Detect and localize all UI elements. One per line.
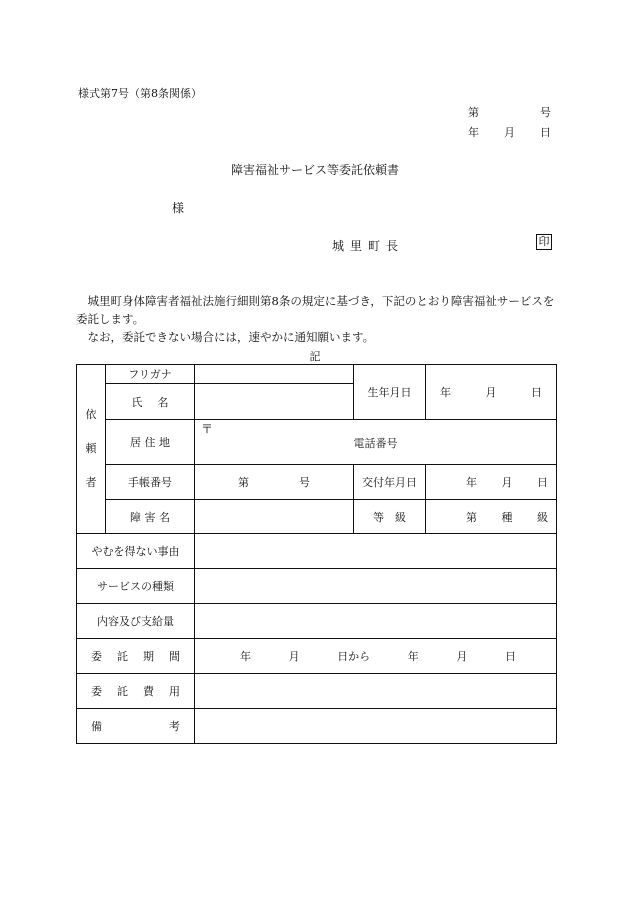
disability-field[interactable] (195, 500, 354, 534)
period-from: 日から (337, 650, 371, 663)
ymd-year: 年 (440, 386, 451, 399)
content-field[interactable] (195, 604, 557, 639)
date-day: 日 (540, 126, 551, 139)
disability-label: 障 害 名 (106, 500, 195, 534)
name-label (106, 384, 195, 420)
request-form-table (76, 364, 557, 534)
requester-char: 者 (85, 476, 97, 489)
service-table (76, 533, 557, 744)
furigana-field[interactable] (195, 365, 354, 384)
birthdate-field[interactable] (426, 365, 557, 420)
cost-field[interactable] (195, 674, 557, 709)
ymd-month: 月 (485, 386, 497, 399)
service-type-field[interactable] (195, 569, 557, 604)
addressee-suffix: 様 (172, 201, 185, 215)
remarks-label (77, 709, 195, 744)
period-char: 委 (91, 650, 102, 663)
remarks-char: 考 (169, 720, 180, 733)
issue-date-label: 交付年月日 (354, 465, 426, 500)
date-month: 月 (504, 126, 515, 139)
name-char: 氏 (131, 395, 143, 409)
period-field[interactable] (195, 639, 557, 674)
ymd-day: 日 (531, 386, 542, 399)
requester-char: 頼 (85, 442, 97, 455)
period-year: 年 (240, 650, 251, 663)
reason-label: やむを得ない事由 (77, 534, 195, 569)
ki-heading: 記 (309, 350, 321, 363)
body-paragraph-1: 城里町身体障害者福祉法施行細則第8条の規定に基づき，下記のとおり障害福祉サービスを委託します。 (76, 294, 555, 326)
service-type-label: サービスの種類 (77, 569, 195, 604)
grade-label: 等 級 (354, 500, 426, 534)
reason-field[interactable] (195, 534, 557, 569)
phone-label: 電話番号 (353, 437, 398, 450)
grade-field[interactable] (426, 500, 557, 534)
period-label (77, 639, 195, 674)
date-year: 年 (468, 126, 479, 139)
period-char: 間 (169, 650, 180, 663)
name-field[interactable] (195, 384, 354, 420)
remarks-char: 備 (91, 720, 102, 733)
cost-char: 委 (91, 685, 102, 698)
grade-kyu: 級 (537, 510, 548, 524)
requester-label (77, 365, 106, 534)
content-label: 内容及び支給量 (77, 604, 195, 639)
cost-char: 費 (143, 685, 154, 698)
notebook-number-label: 手帳番号 (106, 465, 195, 500)
address-label: 居 住 地 (106, 420, 195, 465)
cost-char: 託 (117, 685, 128, 698)
cost-label (77, 674, 195, 709)
grade-shu: 種 (501, 510, 513, 524)
cost-char: 用 (169, 685, 180, 698)
grade-dai: 第 (466, 510, 477, 524)
period-year: 年 (407, 650, 419, 663)
period-month: 月 (288, 650, 300, 663)
name-char: 名 (157, 395, 169, 409)
address-field[interactable] (195, 420, 557, 465)
form-number: 様式第7号（第8条関係） (78, 87, 202, 100)
seal-mark: 印 (536, 234, 552, 250)
go-label: 号 (299, 476, 310, 489)
remarks-field[interactable] (195, 709, 557, 744)
period-char: 期 (143, 650, 154, 663)
document-title: 障害福祉サービス等委託依頼書 (230, 163, 399, 177)
furigana-label: フリガナ (106, 365, 195, 384)
period-month: 月 (456, 650, 468, 663)
birthdate-label: 生年月日 (354, 365, 426, 420)
doc-number-go: 号 (540, 106, 551, 119)
notebook-number-field[interactable] (195, 465, 354, 500)
body-text (76, 292, 556, 346)
ymd-month: 月 (501, 476, 513, 489)
dai-label: 第 (238, 476, 249, 489)
period-char: 託 (117, 650, 128, 663)
doc-number-dai: 第 (468, 106, 479, 119)
ymd-day: 日 (537, 476, 548, 489)
ymd-year: 年 (466, 476, 477, 489)
requester-char: 依 (85, 408, 97, 421)
period-day: 日 (504, 650, 516, 663)
sender-name: 城里町長 (332, 239, 405, 253)
postal-mark: 〒 (201, 422, 214, 436)
body-paragraph-2: なお，委託できない場合には，速やかに通知願います。 (87, 330, 375, 344)
issue-date-field[interactable] (426, 465, 557, 500)
